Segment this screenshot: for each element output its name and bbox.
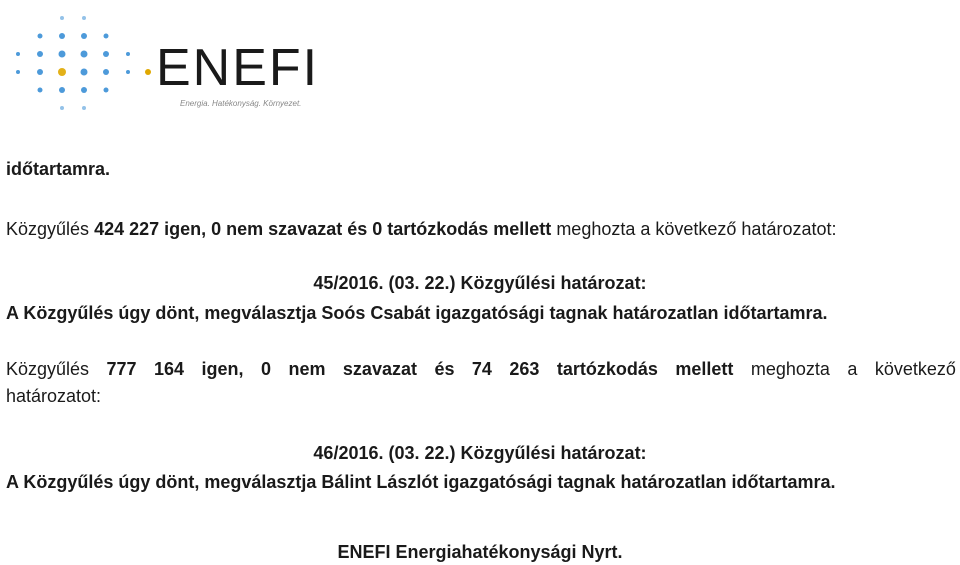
vote-prefix: Közgyűlés (6, 219, 90, 239)
vote-line-word: meghozta (750, 359, 830, 379)
vote-suffix: meghozta a következő határozatot: (556, 219, 837, 239)
footer-company-name: ENEFI Energiahatékonysági Nyrt. (337, 542, 623, 562)
logo-wordmark: ENEFI (156, 39, 320, 97)
logo-dot (16, 70, 20, 74)
vote-line-word: a (847, 359, 858, 379)
vote-line-word: 74 (471, 359, 492, 379)
vote-line-word: nem (288, 359, 326, 379)
logo-dot (81, 87, 87, 93)
logo-dot (60, 106, 64, 110)
logo-dot (38, 34, 43, 39)
logo-dot (103, 69, 109, 75)
vote-result-line-1 (6, 218, 836, 240)
logo-dot (60, 16, 64, 20)
vote-line-word: és (434, 359, 455, 379)
enefi-logo (8, 10, 328, 120)
vote-line-word: 164 (154, 359, 185, 379)
logo-dot (103, 51, 109, 57)
resolution-46-title: 46/2016. (03. 22.) Közgyűlési határozat: (313, 443, 647, 463)
logo-dot (82, 16, 86, 20)
logo-dot (59, 51, 66, 58)
vote-line-word: 0 (260, 359, 271, 379)
logo-accent-dot (145, 69, 151, 75)
vote-line-word: 263 (509, 359, 540, 379)
vote-line-word: igen, (201, 359, 244, 379)
logo-dot (104, 88, 109, 93)
logo-dot-pattern (16, 16, 151, 110)
continued-text: időtartamra. (6, 159, 111, 179)
logo-dot (16, 52, 20, 56)
logo-dot (37, 51, 43, 57)
logo-dot (81, 33, 87, 39)
logo-dot (59, 87, 65, 93)
logo-dot (104, 34, 109, 39)
logo-dot (81, 51, 88, 58)
logo-dot (58, 68, 66, 76)
vote-line-word: szavazat (342, 359, 417, 379)
logo-dot (37, 69, 43, 75)
logo-tagline: Energia. Hatékonyság. Környezet. (180, 99, 302, 108)
resolution-45-title: 45/2016. (03. 22.) Közgyűlési határozat: (313, 273, 647, 293)
logo-dot (126, 70, 130, 74)
logo-dot (81, 69, 88, 76)
resolution-46-body: A Közgyűlés úgy dönt, megválasztja Bálint Lászlót igazgatósági tagnak határozatlan időtartamra. (6, 472, 836, 492)
vote-result-line-2 (6, 358, 956, 380)
logo-dot (59, 33, 65, 39)
vote-count: 424 227 igen, 0 nem szavazat és 0 tartózkodás mellett (94, 219, 552, 239)
vote-line-word: tartózkodás (556, 359, 658, 379)
vote-line-word: Közgyűlés (6, 359, 90, 379)
resolution-45-body: A Közgyűlés úgy dönt, megválasztja Soós Csabát igazgatósági tagnak határozatlan időtartamra. (6, 303, 828, 323)
vote-result-line-2-end: határozatot: (6, 386, 102, 406)
logo-dot (82, 106, 86, 110)
vote-line-word: következő (874, 359, 956, 379)
vote-line-word: mellett (675, 359, 734, 379)
vote-line-word: 777 (106, 359, 137, 379)
logo-dot (38, 88, 43, 93)
logo-dot (126, 52, 130, 56)
